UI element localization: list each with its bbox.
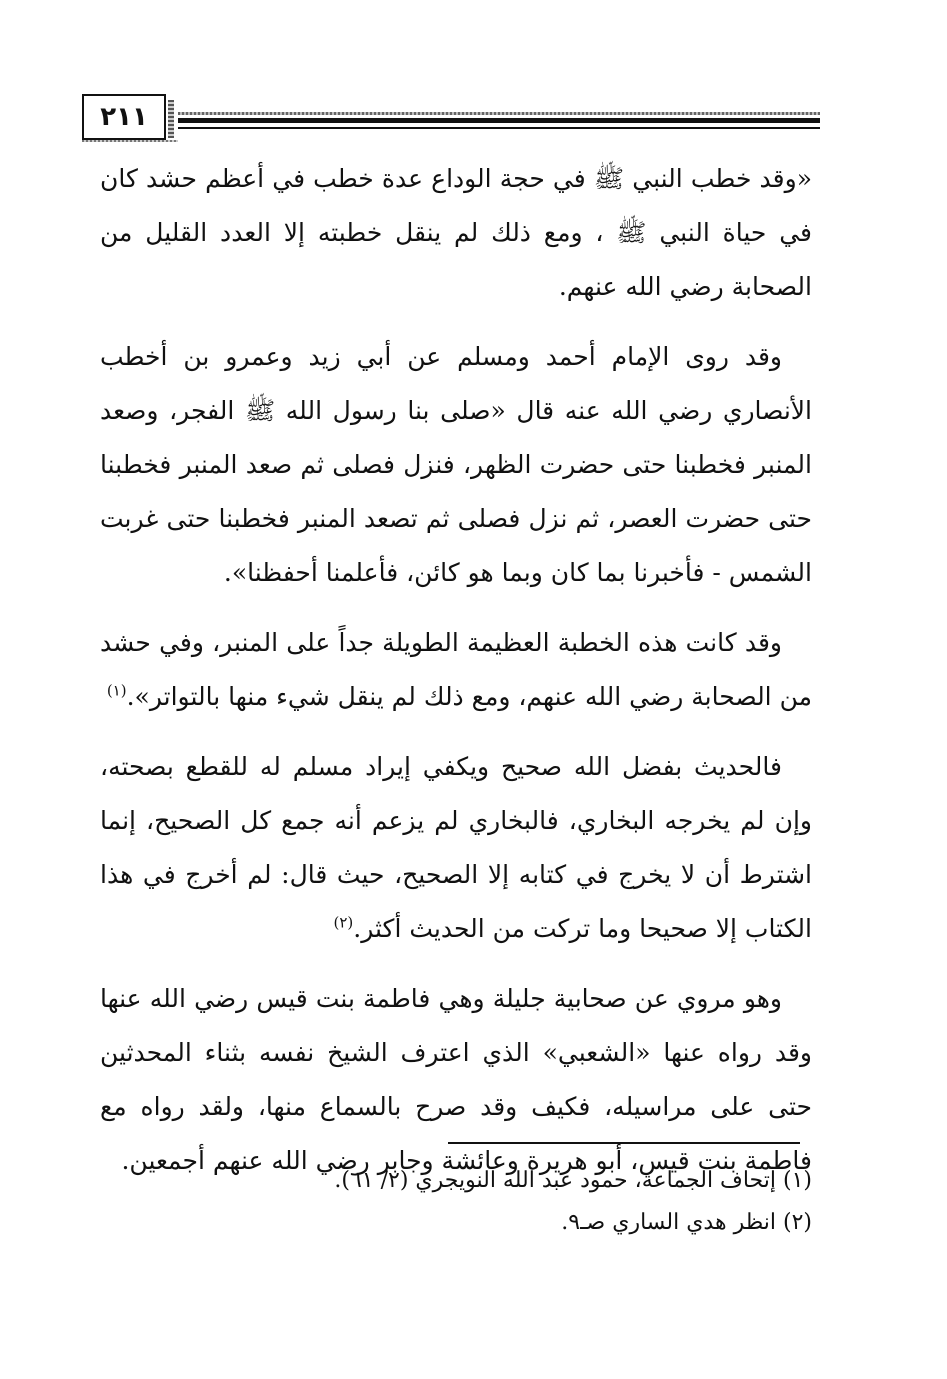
footnote-1: (١) إتحاف الجماعة، حمود عبد الله النويجري (٢/ ٦١). bbox=[334, 1168, 812, 1193]
footnotes bbox=[300, 1160, 812, 1244]
paragraph-5 bbox=[100, 972, 812, 1188]
paragraph-2-text: وقد روى الإمام أحمد ومسلم عن أبي زيد وعمرو بن أخطب الأنصاري رضي الله عنه قال «صلى بنا رسول الله ﷺ الفجر، وصعد المنبر فخطبنا حتى حضرت الظهر، فنزل فصلى ثم صعد المنبر فخطبنا حتى حضرت العصر، ثم نزل فصلى ثم تصعد المنبر فخطبنا حتى غربت الشمس - فأخبرنا بما كان وبما هو كائن، فأعلمنا أحفظنا». bbox=[100, 342, 812, 587]
footnote-separator bbox=[448, 1142, 800, 1144]
header-rule-thin bbox=[178, 127, 820, 129]
paragraph-2 bbox=[100, 330, 812, 600]
paragraph-4 bbox=[100, 740, 812, 956]
footnote-2: (٢) انظر هدي الساري صـ٩. bbox=[561, 1210, 812, 1235]
main-text bbox=[100, 152, 812, 1204]
header-rule-thick bbox=[178, 118, 820, 123]
paragraph-4-text: فالحديث بفضل الله صحيح ويكفي إيراد مسلم له للقطع بصحته، وإن لم يخرجه البخاري، فالبخاري لم يزعم أنه جمع كل الصحيح، إنما اشترط أن لا يخرج في كتابه إلا الصحيح، حيث قال: لم أخرج في هذا الكتاب إلا صحيحا وما تركت من الحديث أكثر. bbox=[100, 752, 812, 943]
header-rule-shade bbox=[178, 112, 820, 115]
footnote-ref-2[interactable]: (٢) bbox=[333, 913, 354, 932]
paragraph-1-text: «وقد خطب النبي ﷺ في حجة الوداع عدة خطب في أعظم حشد كان في حياة النبي ﷺ ، ومع ذلك لم ينقل خطبته إلا العدد القليل من الصحابة رضي الله عنهم. bbox=[100, 164, 812, 301]
page-number: ٢١١ bbox=[82, 94, 166, 140]
paragraph-3 bbox=[100, 616, 812, 724]
footnote-ref-1[interactable]: (١) bbox=[106, 681, 127, 700]
paragraph-1 bbox=[100, 152, 812, 314]
paragraph-3-text: وقد كانت هذه الخطبة العظيمة الطويلة جداً على المنبر، وفي حشد من الصحابة رضي الله عنهم، ومع ذلك لم ينقل شيء منها بالتواتر». bbox=[100, 628, 812, 711]
page-header bbox=[82, 94, 820, 142]
paragraph-5-text: وهو مروي عن صحابية جليلة وهي فاطمة بنت قيس رضي الله عنها وقد رواه عنها «الشعبي» الذي اعترف الشيخ نفسه بثناء المحدثين حتى على مراسيله، فكيف وقد صرح بالسماع منها، ولقد رواه مع فاطمة بنت قيس، أبو هريرة وعائشة وجابر رضي الله عنهم أجمعين. bbox=[100, 984, 812, 1175]
header-rule-shade-bottom bbox=[82, 140, 178, 142]
